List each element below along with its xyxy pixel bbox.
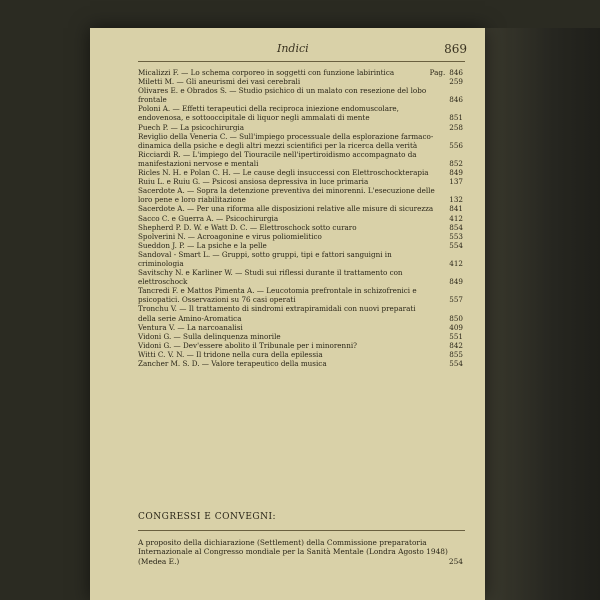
- entry-page: [449, 323, 463, 332]
- entry-page-number: 132: [449, 195, 463, 205]
- entry-page: [449, 141, 463, 150]
- index-entry: [138, 304, 463, 322]
- entry-page: [449, 168, 463, 177]
- entry-page-number: 851: [449, 113, 463, 123]
- entry-text: Savitschy N. e Karliner W. — Studi sui riflessi durante il trattamento con elettroschock: [138, 268, 403, 287]
- index-entry: [138, 186, 463, 204]
- index-entry: [138, 250, 463, 268]
- entry-text: Sacerdote A. — Per una riforma alle disposizioni relative alle misure di sicurezza: [138, 204, 434, 214]
- entry-page-number: 849: [449, 277, 463, 287]
- index-entries: [138, 68, 463, 368]
- entry-page-number: 553: [449, 231, 463, 241]
- entry-page: [449, 332, 463, 341]
- entry-page-number: 554: [449, 359, 463, 368]
- entry-page: [449, 314, 463, 323]
- entry-page-number: 137: [449, 177, 463, 187]
- entry-page-prefix: Pag.: [429, 68, 446, 77]
- entry-text: Reviglio della Veneria C. — Sull'impiego processuale della esplorazione farmaco-dinamica della psiche e degli altri mezzi scientifici per la ricerca della verità: [138, 131, 434, 150]
- entry-text: Sacerdote A. — Sopra la detenzione preventiva dei minorenni. L'esecuzione delle loro pene e loro riabilitazione: [138, 186, 435, 205]
- header-rule: [138, 61, 465, 62]
- entry-text: Spolverini N. — Acroagonine e virus poliomielitico: [138, 231, 322, 241]
- entry-page-number: 412: [449, 213, 463, 223]
- entry-text: Miletti M. — Gli aneurismi dei vasi cerebrali: [138, 77, 301, 87]
- entry-page-number: 846: [449, 68, 463, 77]
- entry-page: [430, 68, 463, 77]
- index-entry: [138, 232, 463, 241]
- index-entry: [138, 332, 463, 341]
- index-entry: [138, 214, 463, 223]
- entry-text: Zancher M. S. D. — Valore terapeutico della musica: [138, 359, 327, 368]
- entry-page: [449, 177, 463, 186]
- index-entry: [138, 168, 463, 177]
- entry-text: Witti C. V. N. — Il tridone nella cura della epilessia: [138, 349, 323, 359]
- entry-page-number: 557: [449, 295, 463, 305]
- entry-page: [449, 295, 463, 304]
- entry-page: [449, 214, 463, 223]
- entry-page: [449, 95, 463, 104]
- entry-page: [449, 113, 463, 122]
- entry-page: [449, 350, 463, 359]
- index-entry: [138, 341, 463, 350]
- entry-page: [449, 77, 463, 86]
- entry-page-number: 842: [449, 340, 463, 350]
- index-entry: [138, 268, 463, 286]
- entry-page-number: 259: [449, 77, 463, 87]
- entry-text: Micalizzi F. — Lo schema corporeo in soggetti con funzione labirintica: [138, 68, 395, 77]
- entry-page: [449, 204, 463, 213]
- entry-page: [449, 123, 463, 132]
- entry-page-number: 258: [449, 122, 463, 132]
- index-entry: [138, 132, 463, 150]
- entry-page: [449, 259, 463, 268]
- entry-text: Sandoval - Smart L. — Gruppi, sotto gruppi, tipi e fattori sanguigni in criminologia: [138, 249, 392, 268]
- section-title: CONGRESSI E CONVEGNI:: [138, 512, 277, 522]
- entry-page-number: 554: [449, 240, 463, 250]
- congress-entry: [138, 538, 463, 566]
- entry-page-number: 849: [449, 168, 463, 178]
- index-entry: [138, 323, 463, 332]
- entry-page: [449, 359, 463, 368]
- index-entry: [138, 350, 463, 359]
- entry-page-number: 409: [449, 322, 463, 332]
- entry-page-number: 854: [449, 222, 463, 232]
- index-entry: [138, 104, 463, 122]
- index-entry: [138, 123, 463, 132]
- index-entry: [138, 223, 463, 232]
- entry-text: Sueddon J. P. — La psiche e la pelle: [138, 240, 267, 250]
- page-shadow: [484, 28, 600, 600]
- entry-page: [449, 159, 463, 168]
- entry-page-number: 841: [449, 204, 463, 214]
- entry-text: Ricles N. H. e Polan C. H. — Le cause degli insuccessi con Elettroschockterapia: [138, 168, 429, 178]
- entry-text: Olivares E. e Obrados S. — Studio psichico di un malato con resezione del lobo frontale: [138, 86, 427, 105]
- index-entry: [138, 86, 463, 104]
- entry-page: [449, 277, 463, 286]
- entry-page: [449, 195, 463, 204]
- entry-text: Vidoni G. — Dev'essere abolito il Tribunale per i minorenni?: [138, 340, 357, 350]
- entry-page-number: 850: [449, 313, 463, 323]
- entry-text: Ventura V. — La narcoanalisi: [138, 322, 243, 332]
- index-entry: [138, 241, 463, 250]
- entry-page-number: 855: [449, 349, 463, 359]
- congress-text: A proposito della dichiarazione (Settlement) della Commissione preparatoria Internazionale al Congresso mondiale per la Sanità Mentale (Londra Agosto 1948) (Medea E.): [138, 538, 448, 566]
- entry-text: Poloni A. — Effetti terapeutici della reciproca iniezione endomuscolare, endovenosa, e sottooccipitale di liquor negli ammalati di mente: [138, 104, 399, 123]
- entry-text: Shepherd P. D. W. e Watt D. C. — Elettroschock sotto curaro: [138, 222, 357, 232]
- entry-page: [449, 223, 463, 232]
- entry-page-number: 852: [449, 158, 463, 168]
- index-entry: [138, 150, 463, 168]
- congress-page: 254: [448, 556, 463, 566]
- index-entry: [138, 77, 463, 86]
- running-header: [90, 42, 485, 58]
- entry-text: Tronchu V. — Il trattamento di sindromi extrapiramidali con nuovi preparati della serie Amino-Aromatica: [138, 304, 416, 323]
- entry-page: [449, 241, 463, 250]
- entry-text: Ricciardi R. — L'impiego del Tiouracile nell'ipertiroidismo accompagnato da manifestazioni nervose e mentali: [138, 149, 417, 168]
- book-page: [90, 28, 485, 600]
- header-title: Indici: [277, 42, 309, 55]
- entry-page: [449, 341, 463, 350]
- section-rule: [138, 530, 465, 531]
- entry-text: Tancredi F. e Mattos Pimenta A. — Leucotomia prefrontale in schizofrenici e psicopatici. Osservazioni su 76 casi operati: [138, 286, 417, 305]
- entry-page-number: 551: [449, 331, 463, 341]
- index-entry: [138, 359, 463, 368]
- index-entry: [138, 286, 463, 304]
- entry-page-number: 556: [449, 140, 463, 150]
- entry-text: Puech P. — La psicochirurgia: [138, 122, 244, 132]
- page-number: 869: [444, 42, 467, 56]
- entry-text: Vidoni G. — Sulla delinquenza minorile: [138, 331, 281, 341]
- index-entry: [138, 177, 463, 186]
- entry-text: Sacco C. e Guerra A. — Psicochirurgia: [138, 213, 279, 223]
- entry-page-number: 412: [449, 258, 463, 268]
- entry-page: [449, 232, 463, 241]
- entry-text: Ruiu L. e Ruiu G. — Psicosi ansiosa depressiva in luce primaria: [138, 177, 369, 187]
- index-entry: [138, 68, 463, 77]
- index-entry: [138, 204, 463, 213]
- entry-page-number: 846: [449, 95, 463, 105]
